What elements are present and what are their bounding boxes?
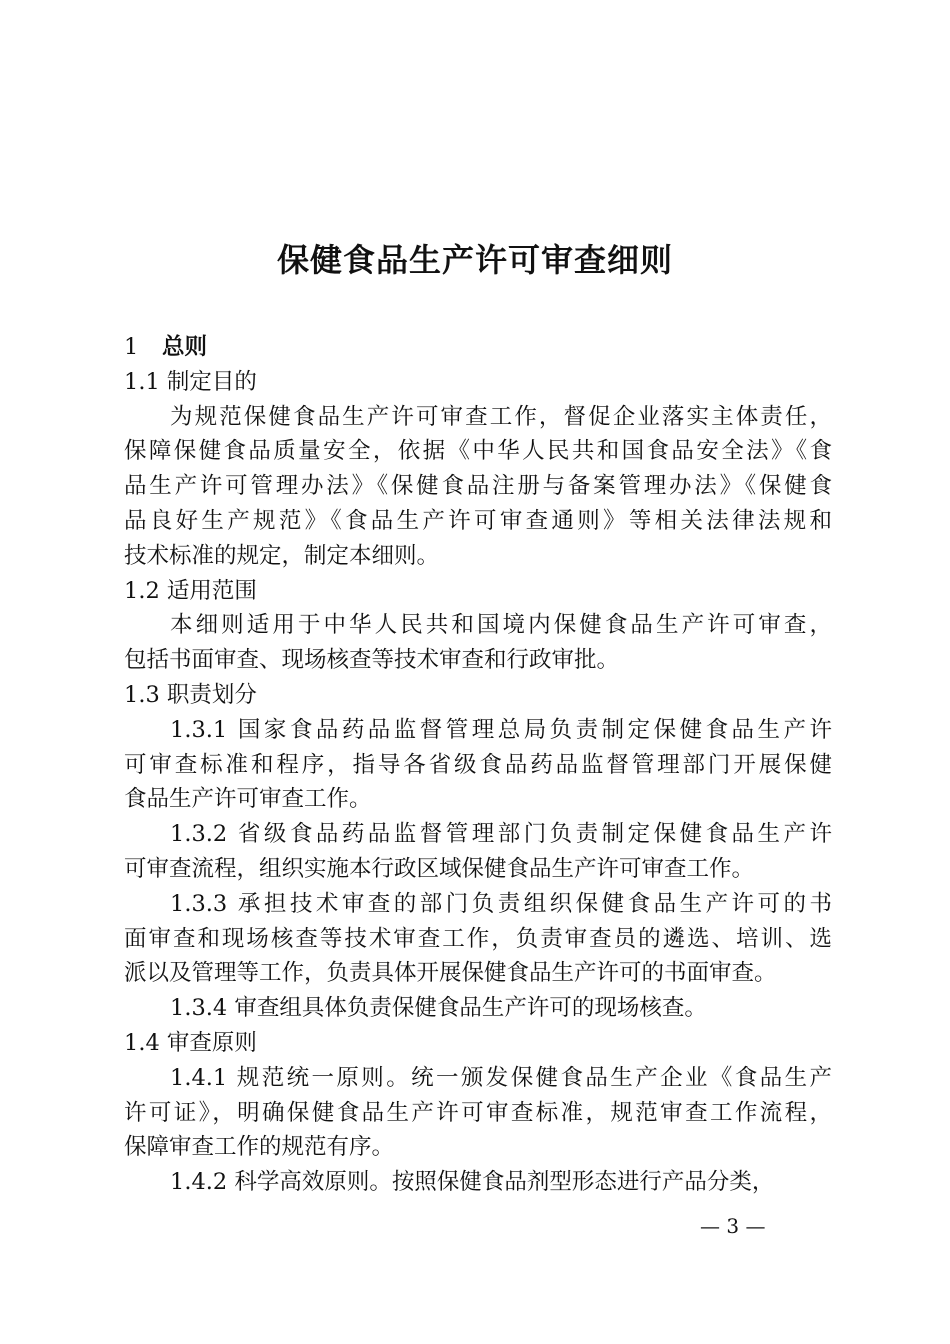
text-line: 保障保健食品质量安全，依据《中华人民共和国食品安全法》《食 [124, 438, 832, 465]
text-line: 面审查和现场核查等技术审查工作，负责审查员的遴选、培训、选 [124, 925, 832, 952]
text-line: 许可证》，明确保健食品生产许可审查标准，规范审查工作流程， [124, 1099, 832, 1126]
document-body [124, 330, 832, 1200]
paragraph-1-3-1 [124, 713, 832, 817]
text-line: 为规范保健食品生产许可审查工作，督促企业落实主体责任， [170, 403, 832, 430]
document-title: 保健食品生产许可审查细则 [276, 241, 673, 279]
subsection-1-4-heading: 1.4 审查原则 [124, 1029, 257, 1056]
text-line: 包括书面审查、现场核查等技术审查和行政审批。 [124, 647, 620, 674]
text-line: 品生产许可管理办法》《保健食品注册与备案管理办法》《保健食 [124, 473, 832, 500]
text-line: 1.3.2 省级食品药品监督管理部门负责制定保健食品生产许 [170, 821, 832, 848]
subsection-1-2-heading: 1.2 适用范围 [124, 577, 257, 604]
text-line: 派以及管理等工作，负责具体开展保健食品生产许可的书面审查。 [124, 960, 777, 987]
section-number: 1 [124, 334, 139, 360]
text-line: 1.3.1 国家食品药品监督管理总局负责制定保健食品生产许 [170, 716, 832, 743]
subsection-1-3-heading: 1.3 职责划分 [124, 681, 257, 708]
section-title: 总则 [162, 334, 208, 360]
paragraph-1-4-1 [124, 1061, 832, 1165]
text-line: 保障审查工作的规范有序。 [124, 1134, 395, 1161]
text-line: 1.4.1 规范统一原则。统一颁发保健食品生产企业《食品生产 [170, 1064, 832, 1091]
text-line: 技术标准的规定，制定本细则。 [124, 542, 440, 569]
text-line: 1.3.4 审查组具体负责保健食品生产许可的现场核查。 [170, 995, 707, 1022]
paragraph-1-3-3 [124, 887, 832, 991]
text-line: 可审查标准和程序，指导各省级食品药品监督管理部门开展保健 [124, 751, 832, 778]
page-number: — 3 — [700, 1214, 766, 1238]
paragraph-scope [124, 608, 832, 678]
text-line: 本细则适用于中华人民共和国境内保健食品生产许可审查， [170, 612, 832, 639]
paragraph-purpose [124, 400, 832, 574]
section-1-heading [124, 330, 832, 365]
paragraph-1-3-4 [124, 991, 832, 1026]
text-line: 可审查流程，组织实施本行政区域保健食品生产许可审查工作。 [124, 855, 755, 882]
text-line: 食品生产许可审查工作。 [124, 786, 372, 813]
text-line: 1.4.2 科学高效原则。按照保健食品剂型形态进行产品分类， [170, 1169, 775, 1196]
text-line: 品良好生产规范》《食品生产许可审查通则》等相关法律法规和 [124, 507, 832, 534]
subsection-1-1-heading: 1.1 制定目的 [124, 368, 257, 395]
text-line: 1.3.3 承担技术审查的部门负责组织保健食品生产许可的书 [170, 890, 832, 917]
paragraph-1-4-2 [124, 1165, 832, 1200]
paragraph-1-3-2 [124, 817, 832, 887]
